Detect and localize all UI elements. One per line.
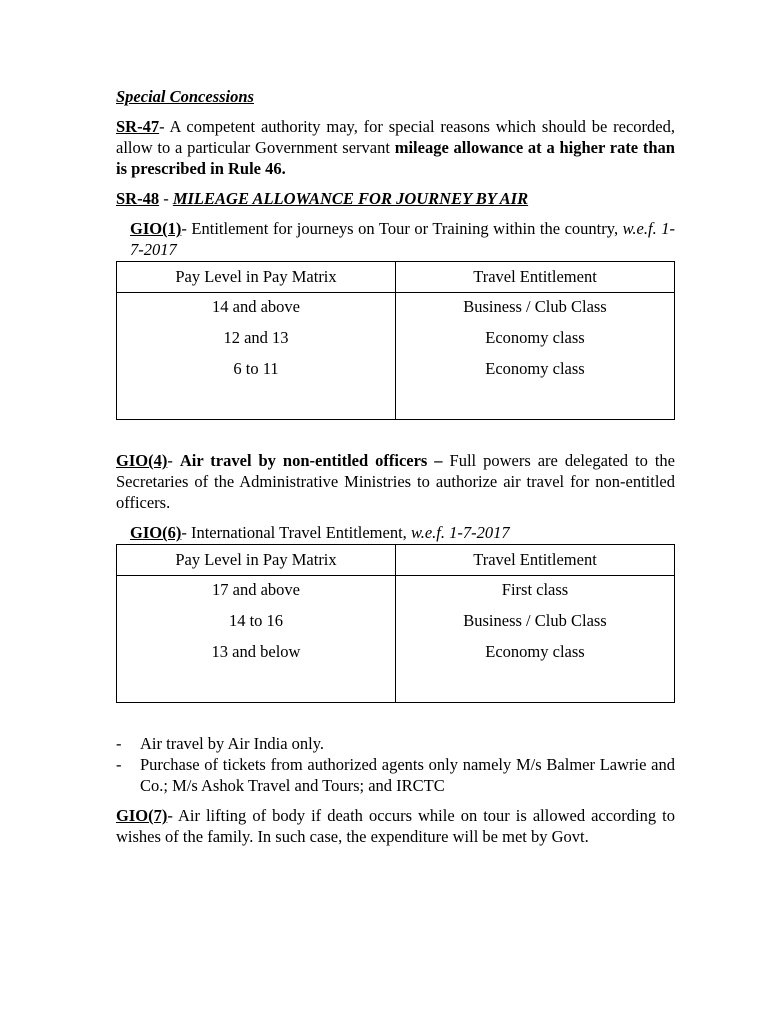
sr48-title: MILEAGE ALLOWANCE FOR JOURNEY BY AIR [172,189,529,208]
sr48-sep: - [159,189,173,208]
col-header-pay-level: Pay Level in Pay Matrix [117,545,396,576]
entitlement-value: First class [501,580,569,599]
travel-entitlement-cell [396,576,675,703]
pay-level-cell [117,576,396,703]
gio6-label: GIO(6) [130,523,182,542]
entitlement-value: Economy class [485,328,585,347]
entitlement-value: Economy class [485,642,585,661]
table-header-row [117,545,675,576]
table-header-row [117,262,675,293]
gio4-sep: - [167,451,180,470]
section-title [116,86,675,107]
gio4-bold-text: Air travel by non-entitled officers – [179,451,443,470]
sr47-sep: - [159,117,170,136]
sr47-label: SR-47 [116,117,160,136]
notes-list [116,733,675,796]
gio1-entitlement-table [116,261,675,420]
pay-level-value: 14 and above [212,297,300,316]
list-item: - Air travel by Air India only. [116,733,675,754]
document-page [116,86,675,847]
col-header-travel-entitlement: Travel Entitlement [396,545,675,576]
gio6-text: International Travel Entitlement, [190,523,411,542]
travel-entitlement-cell [396,293,675,420]
gio1-sep: - [181,219,192,238]
gio6-sep: - [181,523,191,542]
gio7-text: Air lifting of body if death occurs while on tour is allowed according to wishes of the family. In such case, the expenditure will be met by Govt. [116,806,675,846]
entitlement-value: Business / Club Class [463,297,607,316]
special-concessions-title: Special Concessions [116,87,254,106]
gio4-text: Full powers are delegated to the Secretaries of the Administrative Ministries to authorize air travel for non-entitled officers. [116,451,675,512]
gio6-paragraph [116,522,675,543]
pay-level-value: 14 to 16 [228,611,284,630]
gio6-wef: w.e.f. 1-7-2017 [410,523,510,542]
pay-level-value: 6 to 11 [233,359,279,378]
table-row [117,576,675,703]
entitlement-value: Business / Club Class [463,611,607,630]
col-header-pay-level: Pay Level in Pay Matrix [117,262,396,293]
gio4-label: GIO(4) [116,451,168,470]
col-header-travel-entitlement: Travel Entitlement [396,262,675,293]
gio4-paragraph [116,450,675,513]
list-item: - Purchase of tickets from authorized agents only namely M/s Balmer Lawrie and Co.; M/s Ashok Travel and Tours; and IRCTC [116,754,675,796]
gio7-label: GIO(7) [116,806,168,825]
gio1-paragraph [116,218,675,260]
sr48-label: SR-48 [116,189,160,208]
pay-level-value: 13 and below [211,642,301,661]
pay-level-value: 12 and 13 [223,328,289,347]
entitlement-value: Economy class [485,359,585,378]
sr47-text: A competent authority may, for special reasons which should be recorded, allow to a particular Government servant [116,117,675,157]
sr47-bold-text: mileage allowance at a higher rate than is prescribed in Rule 46. [116,138,675,178]
pay-level-cell [117,293,396,420]
gio6-entitlement-table [116,544,675,703]
sr47-paragraph [116,116,675,179]
pay-level-value: 17 and above [212,580,300,599]
gio7-sep: - [167,806,178,825]
gio7-paragraph [116,805,675,847]
gio1-wef: w.e.f. 1-7-2017 [130,219,675,259]
sr48-heading [116,188,675,209]
gio1-text: Entitlement for journeys on Tour or Training within the country, [191,219,623,238]
gio1-label: GIO(1) [130,219,182,238]
table-row [117,293,675,420]
